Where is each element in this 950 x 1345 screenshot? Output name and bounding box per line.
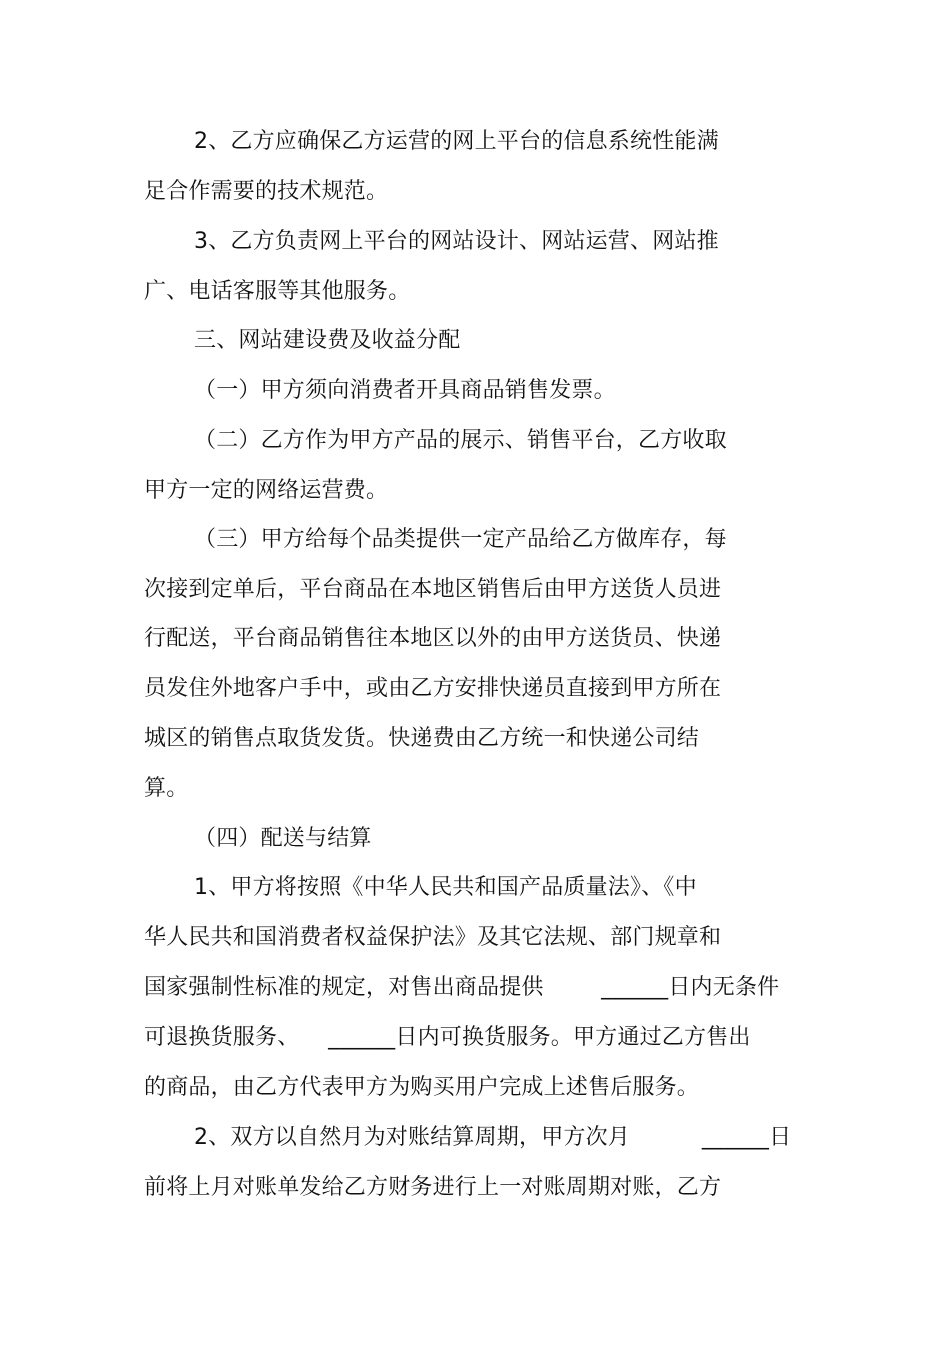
text-line: （一）甲方须向消费者开具商品销售发票。 <box>194 378 616 403</box>
text-line: 国家强制性标准的规定，对售出商品提供 ______日内无条件 <box>144 975 780 1000</box>
text-line: 广、电话客服等其他服务。 <box>144 279 411 304</box>
text-line: （三）甲方给每个品类提供一定产品给乙方做库存，每 <box>194 527 727 552</box>
text-line: 甲方一定的网络运营费。 <box>144 478 389 503</box>
text-line: 华人民共和国消费者权益保护法》及其它法规、部门规章和 <box>144 925 722 950</box>
text-line: 行配送，平台商品销售往本地区以外的由甲方送货员、快递 <box>144 626 722 651</box>
section-heading: 三、网站建设费及收益分配 <box>194 328 461 353</box>
text-line: 3、乙方负责网上平台的网站设计、网站运营、网站推 <box>194 229 719 254</box>
text-line: 员发住外地客户手中，或由乙方安排快递员直接到甲方所在 <box>144 676 722 701</box>
section-heading: （四）配送与结算 <box>194 826 372 851</box>
text-line: 足合作需要的技术规范。 <box>144 179 389 204</box>
text-line: 前将上月对账单发给乙方财务进行上一对账周期对账，乙方 <box>144 1175 722 1200</box>
text-line: 1、甲方将按照《中华人民共和国产品质量法》、《中 <box>194 875 697 900</box>
text-line: 可退换货服务、 ______日内可换货服务。甲方通过乙方售出 <box>144 1025 751 1050</box>
text-line: 城区的销售点取货发货。快递费由乙方统一和快递公司结 <box>144 726 700 751</box>
text-line: 2、双方以自然月为对账结算周期，甲方次月 ______日 <box>194 1125 792 1150</box>
text-line: 的商品，由乙方代表甲方为购买用户完成上述售后服务。 <box>144 1075 700 1100</box>
text-line: 次接到定单后，平台商品在本地区销售后由甲方送货人员进 <box>144 577 722 602</box>
text-line: 算。 <box>144 776 189 801</box>
text-line: （二）乙方作为甲方产品的展示、销售平台，乙方收取 <box>194 428 727 453</box>
text-line: 2、乙方应确保乙方运营的网上平台的信息系统性能满 <box>194 129 719 154</box>
